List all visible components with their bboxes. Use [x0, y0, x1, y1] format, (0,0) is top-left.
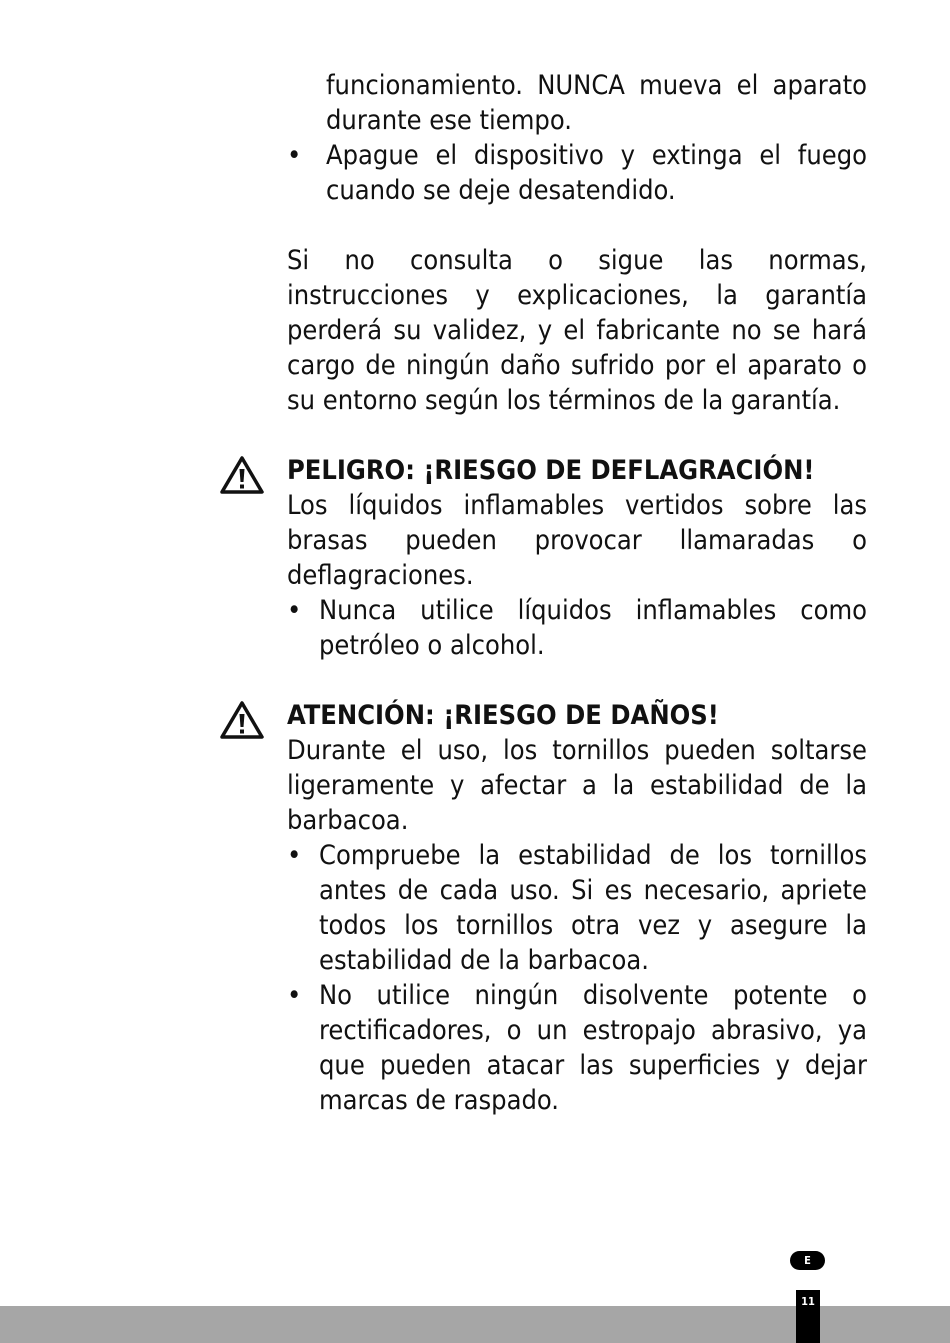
danger-text: Los líquidos inflamables vertidos sobre las brasas pueden provocar llamaradas o deflagraciones.	[287, 490, 867, 591]
danger-bullet-list	[287, 593, 867, 663]
bullet-text: Compruebe la estabilidad de los tornillos antes de cada uso. Si es necesario, apriete todos los tornillos otra vez y asegure la estabilidad de la barbacoa.	[319, 840, 867, 976]
intro-block	[287, 68, 867, 208]
bullet-text: Apague el dispositivo y extinga el fuego cuando se deje desatendido.	[326, 140, 867, 206]
bullet-icon: •	[287, 140, 302, 171]
bullet-text: No utilice ningún disolvente potente o rectificadores, o un estropajo abrasivo, ya que pueden atacar las superficies y dejar marcas de raspado.	[319, 980, 867, 1116]
caution-title: ATENCIÓN: ¡RIESGO DE DAÑOS!	[287, 700, 719, 731]
caution-section	[287, 698, 867, 1118]
continued-text: funcionamiento. NUNCA mueva el aparato durante ese tiempo.	[326, 70, 867, 136]
bullet-icon: •	[287, 840, 302, 871]
language-badge: E	[790, 1251, 825, 1270]
caution-text: Durante el uso, los tornillos pueden soltarse ligeramente y afectar a la estabilidad de la barbacoa.	[287, 735, 867, 836]
bullet-icon: •	[287, 595, 302, 626]
danger-title: PELIGRO: ¡RIESGO DE DEFLAGRACIÓN!	[287, 455, 815, 486]
warranty-paragraph: Si no consulta o sigue las normas, instrucciones y explicaciones, la garantía perderá su validez, y el fabricante no se hará cargo de ningún daño sufrido por el aparato o su entorno según los términos de la garantía.	[287, 245, 867, 416]
list-item	[287, 593, 867, 663]
page-number: 11	[796, 1290, 820, 1343]
warning-triangle-icon	[219, 700, 265, 740]
bullet-icon: •	[287, 980, 302, 1011]
page-content	[287, 68, 867, 1118]
list-item	[287, 838, 867, 978]
list-item	[287, 138, 867, 208]
danger-section	[287, 453, 867, 663]
warning-triangle-icon	[219, 455, 265, 495]
bullet-text: Nunca utilice líquidos inflamables como petróleo o alcohol.	[319, 595, 867, 661]
caution-bullet-list	[287, 838, 867, 1118]
intro-bullet-list	[287, 138, 867, 208]
list-item	[287, 978, 867, 1118]
